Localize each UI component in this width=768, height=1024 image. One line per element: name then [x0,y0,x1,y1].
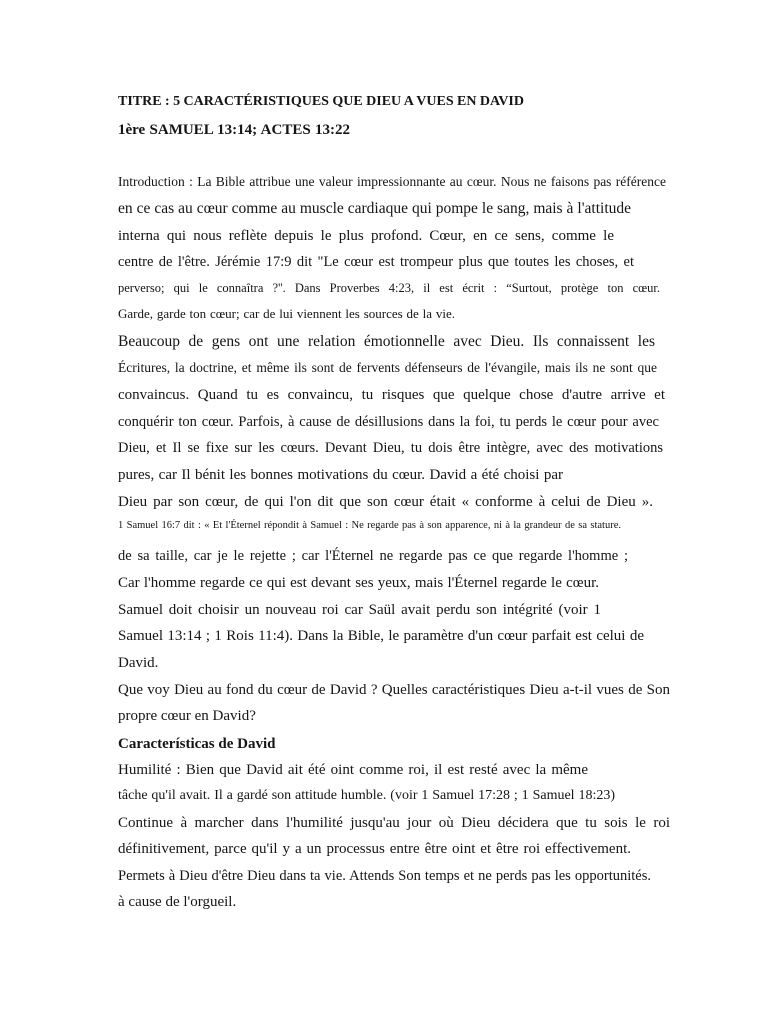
section-line: Humilité : Bien que David ait été oint comme roi, il est resté avec la même [118,762,588,778]
intro-line: en ce cas au cœur comme au muscle cardiaque qui pompe le sang, mais à l'attitude [118,200,631,217]
body-line: Écritures, la doctrine, et même ils sont de fervents défenseurs de l'évangile, mais ils ne sont que [118,360,657,375]
body-line: David. [118,655,159,671]
body-line: Que voy Dieu au fond du cœur de David ? Quelles caractéristiques Dieu a-t-il vues de Son [118,682,670,698]
intro-line: perverso; qui le connaîtra ?''. Dans Proverbes 4:23, il est écrit : “Surtout, protège ton cœur. [118,281,660,295]
body-line: de sa taille, car je le rejette ; car l'Éternel ne regarde pas ce que regarde l'homme ; [118,548,628,564]
section-line: définitivement, parce qu'il y a un processus entre être oint et être roi effectivement. [118,841,631,857]
body-line: conquérir ton cœur. Parfois, à cause de désillusions dans la foi, tu perds le cœur pour avec [118,414,659,430]
body-line: Samuel doit choisir un nouveau roi car Saül avait perdu son intégrité (voir 1 [118,602,601,618]
body-line: convaincus. Quand tu es convaincu, tu risques que quelque chose d'autre arrive et [118,387,665,403]
intro-line: Garde, garde ton cœur; car de lui viennent les sources de la vie. [118,306,455,321]
section-heading: Características de David [118,736,276,752]
section-line: Continue à marcher dans l'humilité jusqu'au jour où Dieu décidera que tu sois le roi [118,815,670,831]
body-line: propre cœur en David? [118,708,256,724]
body-line: Samuel 13:14 ; 1 Rois 11:4). Dans la Bible, le paramètre d'un cœur parfait est celui de [118,628,644,644]
body-line: Car l'homme regarde ce qui est devant ses yeux, mais l'Éternel regarde le cœur. [118,575,599,591]
intro-line: centre de l'être. Jérémie 17:9 dit "Le cœur est trompeur plus que toutes les choses, et [118,254,634,270]
intro-line: interna qui nous reflète depuis le plus profond. Cœur, en ce sens, comme le [118,228,614,244]
intro-line: Introduction : La Bible attribue une valeur impressionnante au cœur. Nous ne faisons pas référence [118,174,666,189]
document-title: TITRE : 5 CARACTÉRISTIQUES QUE DIEU A VUES EN DAVID [118,94,524,109]
body-line: pures, car Il bénit les bonnes motivations du cœur. David a été choisi par [118,467,563,483]
section-line: à cause de l'orgueil. [118,894,237,910]
section-line: tâche qu'il avait. Il a gardé son attitude humble. (voir 1 Samuel 17:28 ; 1 Samuel 18:23) [118,788,615,803]
body-line: Dieu, et Il se fixe sur les cœurs. Devant Dieu, tu dois être intègre, avec des motivations [118,440,663,456]
section-line: Permets à Dieu d'être Dieu dans ta vie. Attends Son temps et ne perds pas les opportunités. [118,868,651,884]
citation-line: 1 Samuel 16:7 dit : « Et l'Éternel répondit à Samuel : Ne regarde pas à son apparence, ni à la grandeur de sa stature. [118,520,621,531]
body-line: Beaucoup de gens ont une relation émotionnelle avec Dieu. Ils connaissent les [118,333,655,350]
document-reference: 1ère SAMUEL 13:14; ACTES 13:22 [118,122,350,138]
body-line: Dieu par son cœur, de qui l'on dit que son cœur était « conforme à celui de Dieu ». [118,494,653,510]
